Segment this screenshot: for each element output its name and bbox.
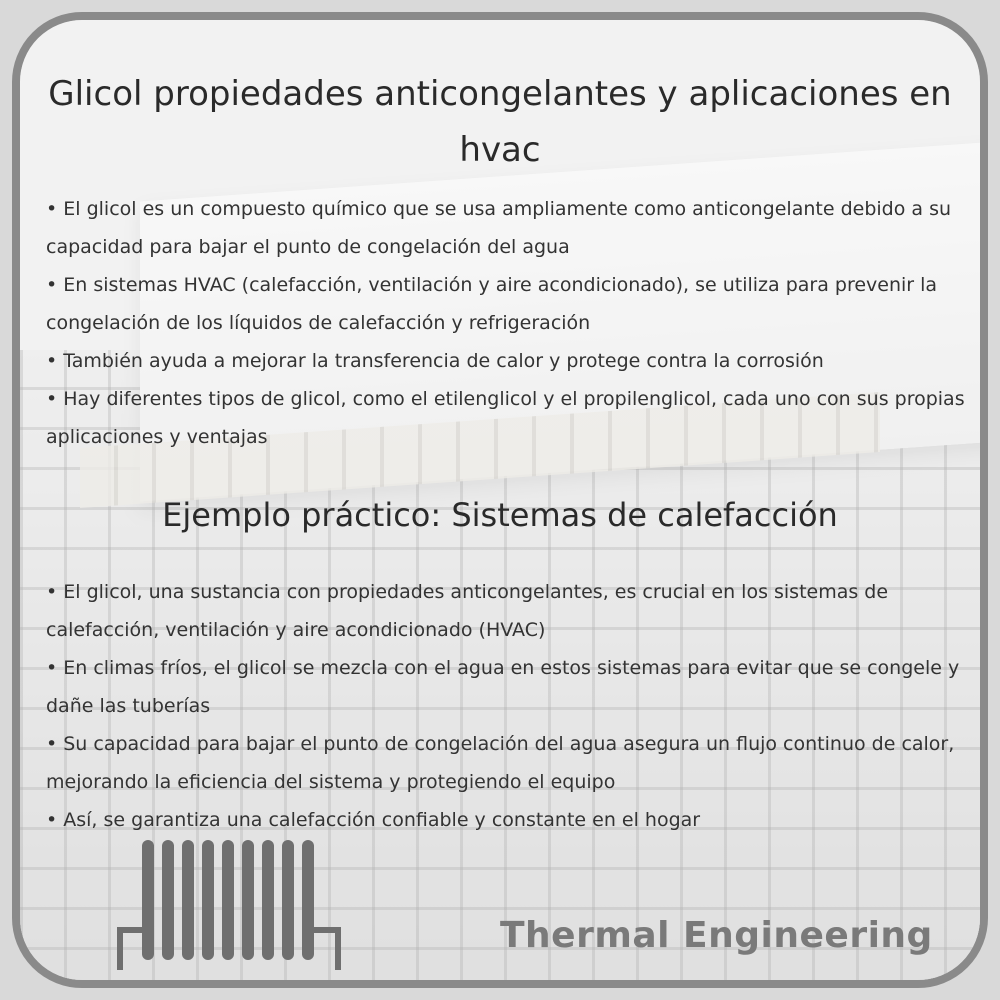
list-item: • Su capacidad para bajar el punto de congelación del agua asegura un flujo continuo de calor, mejorando la eficiencia del sistema y protegiendo el equipo [46,725,966,801]
list-item: • El glicol, una sustancia con propiedades anticongelantes, es crucial en los sistemas de calefacción, ventilación y aire acondicionado (HVAC) [46,573,966,649]
list-item: • El glicol es un compuesto químico que se usa ampliamente como anticongelante debido a su capacidad para bajar el punto de congelación del agua [46,190,966,266]
section2-heading: Ejemplo práctico: Sistemas de calefacción [162,496,838,534]
list-item: • También ayuda a mejorar la transferencia de calor y protege contra la corrosión [46,342,966,380]
list-item: • En climas fríos, el glicol se mezcla con el agua en estos sistemas para evitar que se congele y dañe las tuberías [46,649,966,725]
brand-wordmark: Thermal Engineering [500,915,933,956]
infographic-card [12,12,988,988]
list-item: • Así, se garantiza una calefacción confiable y constante en el hogar [46,801,966,839]
list-item: • En sistemas HVAC (calefacción, ventilación y aire acondicionado), se utiliza para prevenir la congelación de los líquidos de calefacción y refrigeración [46,266,966,342]
section1-bullet-list [46,190,966,456]
page-title: Glicol propiedades anticongelantes y aplicaciones en hvac [48,74,952,170]
radiator-icon [112,820,352,970]
content-area [20,20,980,980]
list-item: • Hay diferentes tipos de glicol, como el etilenglicol y el propilenglicol, cada uno con sus propias aplicaciones y ventajas [46,380,966,456]
section2-bullet-list [46,573,966,839]
